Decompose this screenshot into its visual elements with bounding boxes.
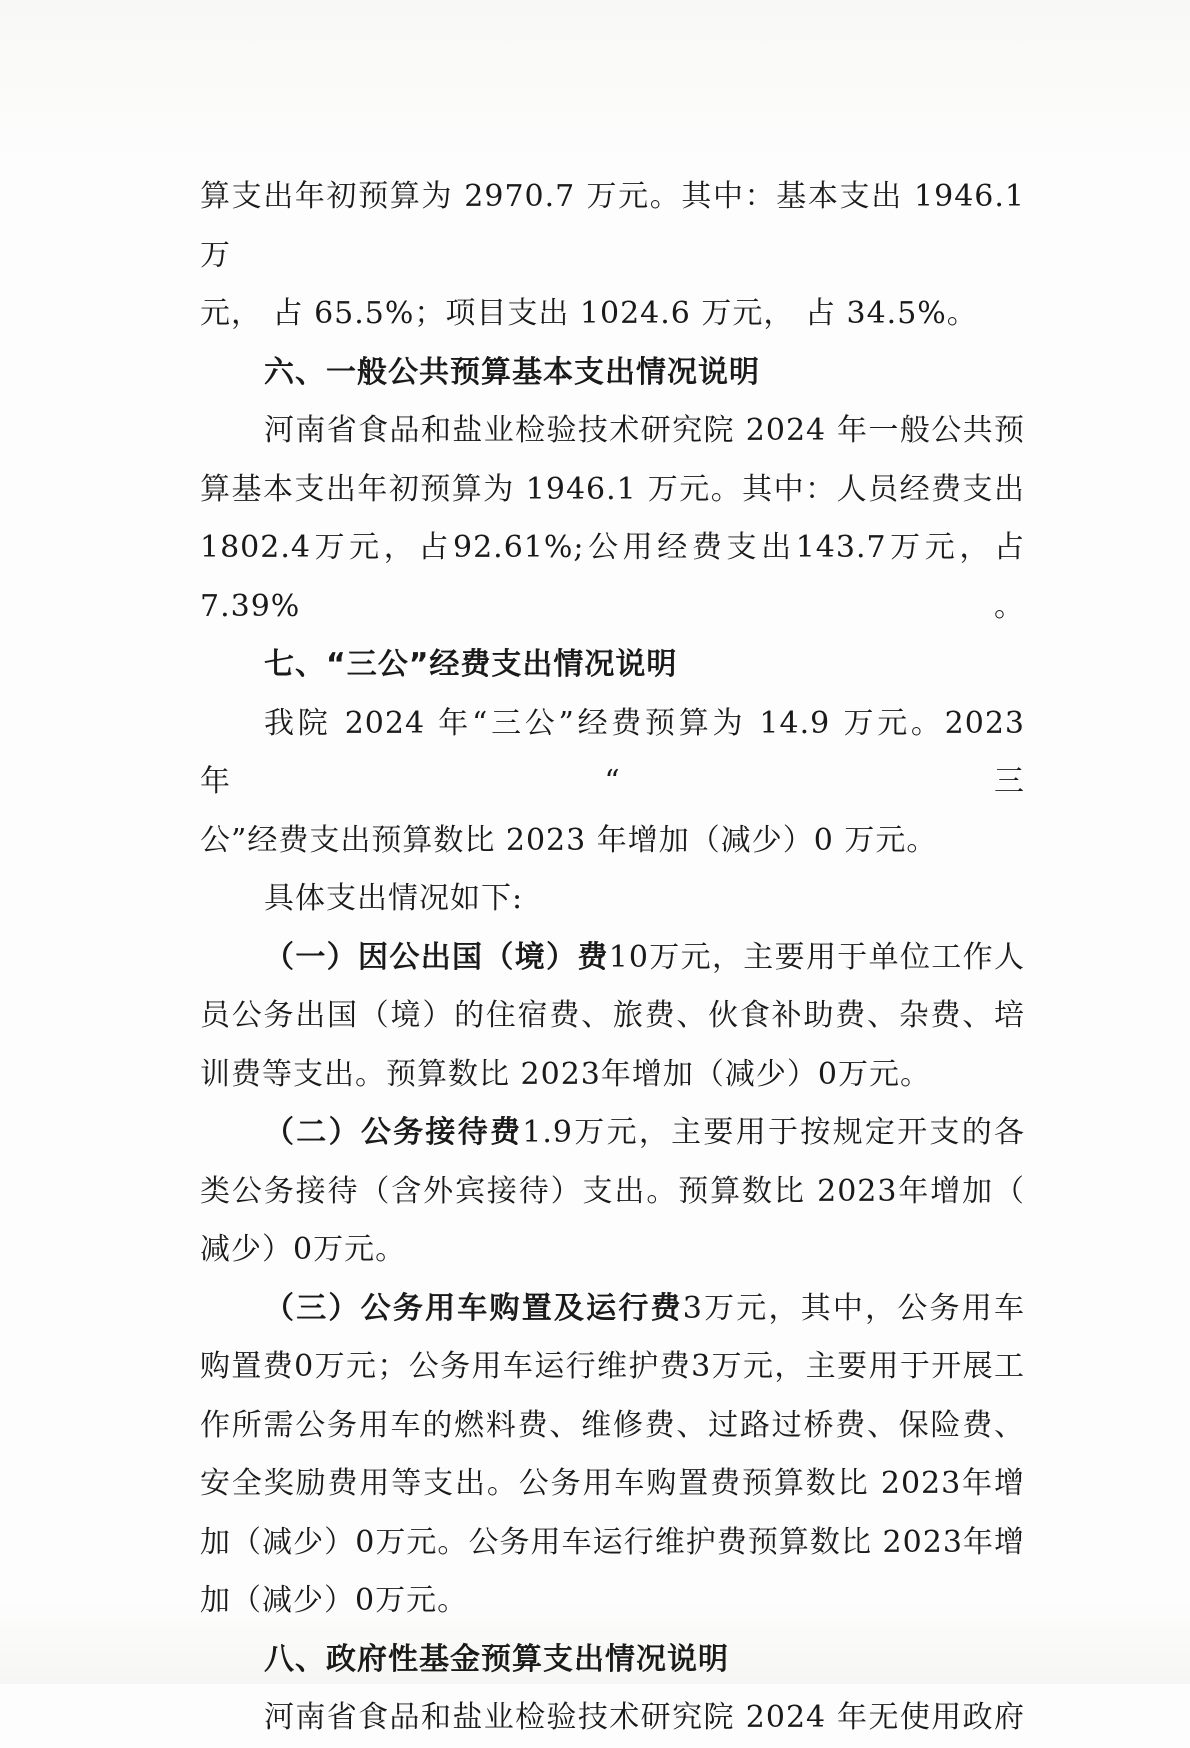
subsection-line	[200, 929, 1025, 988]
subsection-label: （一）因公出国（境）费	[264, 939, 609, 975]
subsection-line	[200, 1280, 1025, 1339]
body-line: 购置费0万元；公务用车运行维护费3万元，主要用于开展工	[200, 1349, 1025, 1384]
subsection-label: （三）公务用车购置及运行费	[264, 1290, 683, 1326]
subsection-line	[200, 1104, 1025, 1163]
body-line: 类公务接待（含外宾接待）支出。预算数比 2023年增加（	[200, 1173, 1025, 1209]
body-line: 算基本支出年初预算为 1946.1 万元。其中：人员经费支出	[200, 471, 1025, 507]
subsection-text: 10万元，主要用于单位工作人	[608, 939, 1025, 975]
subsection-label: （二）公务接待费	[264, 1115, 523, 1150]
section-heading-7: 七、“三公”经费支出情况说明	[264, 647, 678, 682]
body-line: 作所需公务用车的燃料费、维修费、过路过桥费、保险费、	[200, 1407, 1025, 1443]
section-heading-6: 六、一般公共预算基本支出情况说明	[264, 354, 760, 390]
body-line: 河南省食品和盐业检验技术研究院 2024 年一般公共预	[264, 413, 1025, 448]
body-line: 安全奖励费用等支出。公务用车购置费预算数比 2023年增	[200, 1466, 1025, 1501]
body-line: 加（减少）0万元。公务用车运行维护费预算数比 2023年增	[200, 1524, 1025, 1560]
section-heading-8: 八、政府性基金预算支出情况说明	[264, 1641, 729, 1677]
body-line: 我院 2024 年“三公”经费预算为 14.9 万元。2023 年“三	[200, 705, 1025, 799]
body-line: 1802.4万元，占92.61%;公用经费支出143.7万元，占7.39%。	[200, 530, 1025, 624]
body-line: 元， 占 65.5%；项目支出 1024.6 万元， 占 34.5%。	[200, 296, 978, 331]
body-line: 具体支出情况如下:	[264, 881, 524, 916]
body-line: 算支出年初预算为 2970.7 万元。其中：基本支出 1946.1 万	[200, 179, 1025, 273]
body-line: 河南省食品和盐业检验技术研究院 2024 年无使用政府	[264, 1700, 1025, 1735]
subsection-text: 3万元，其中，公务用车	[682, 1290, 1026, 1326]
body-line: 减少）0万元。	[200, 1232, 407, 1267]
body-line: 训费等支出。预算数比 2023年增加（减少）0万元。	[200, 1056, 931, 1092]
subsection-text: 1.9万元，主要用于按规定开支的各	[522, 1115, 1026, 1150]
body-line: 公”经费支出预算数比 2023 年增加（减少）0 万元。	[200, 822, 938, 858]
body-line: 加（减少）0万元。	[200, 1583, 469, 1618]
body-line: 员公务出国（境）的住宿费、旅费、伙食补助费、杂费、培	[200, 998, 1025, 1033]
